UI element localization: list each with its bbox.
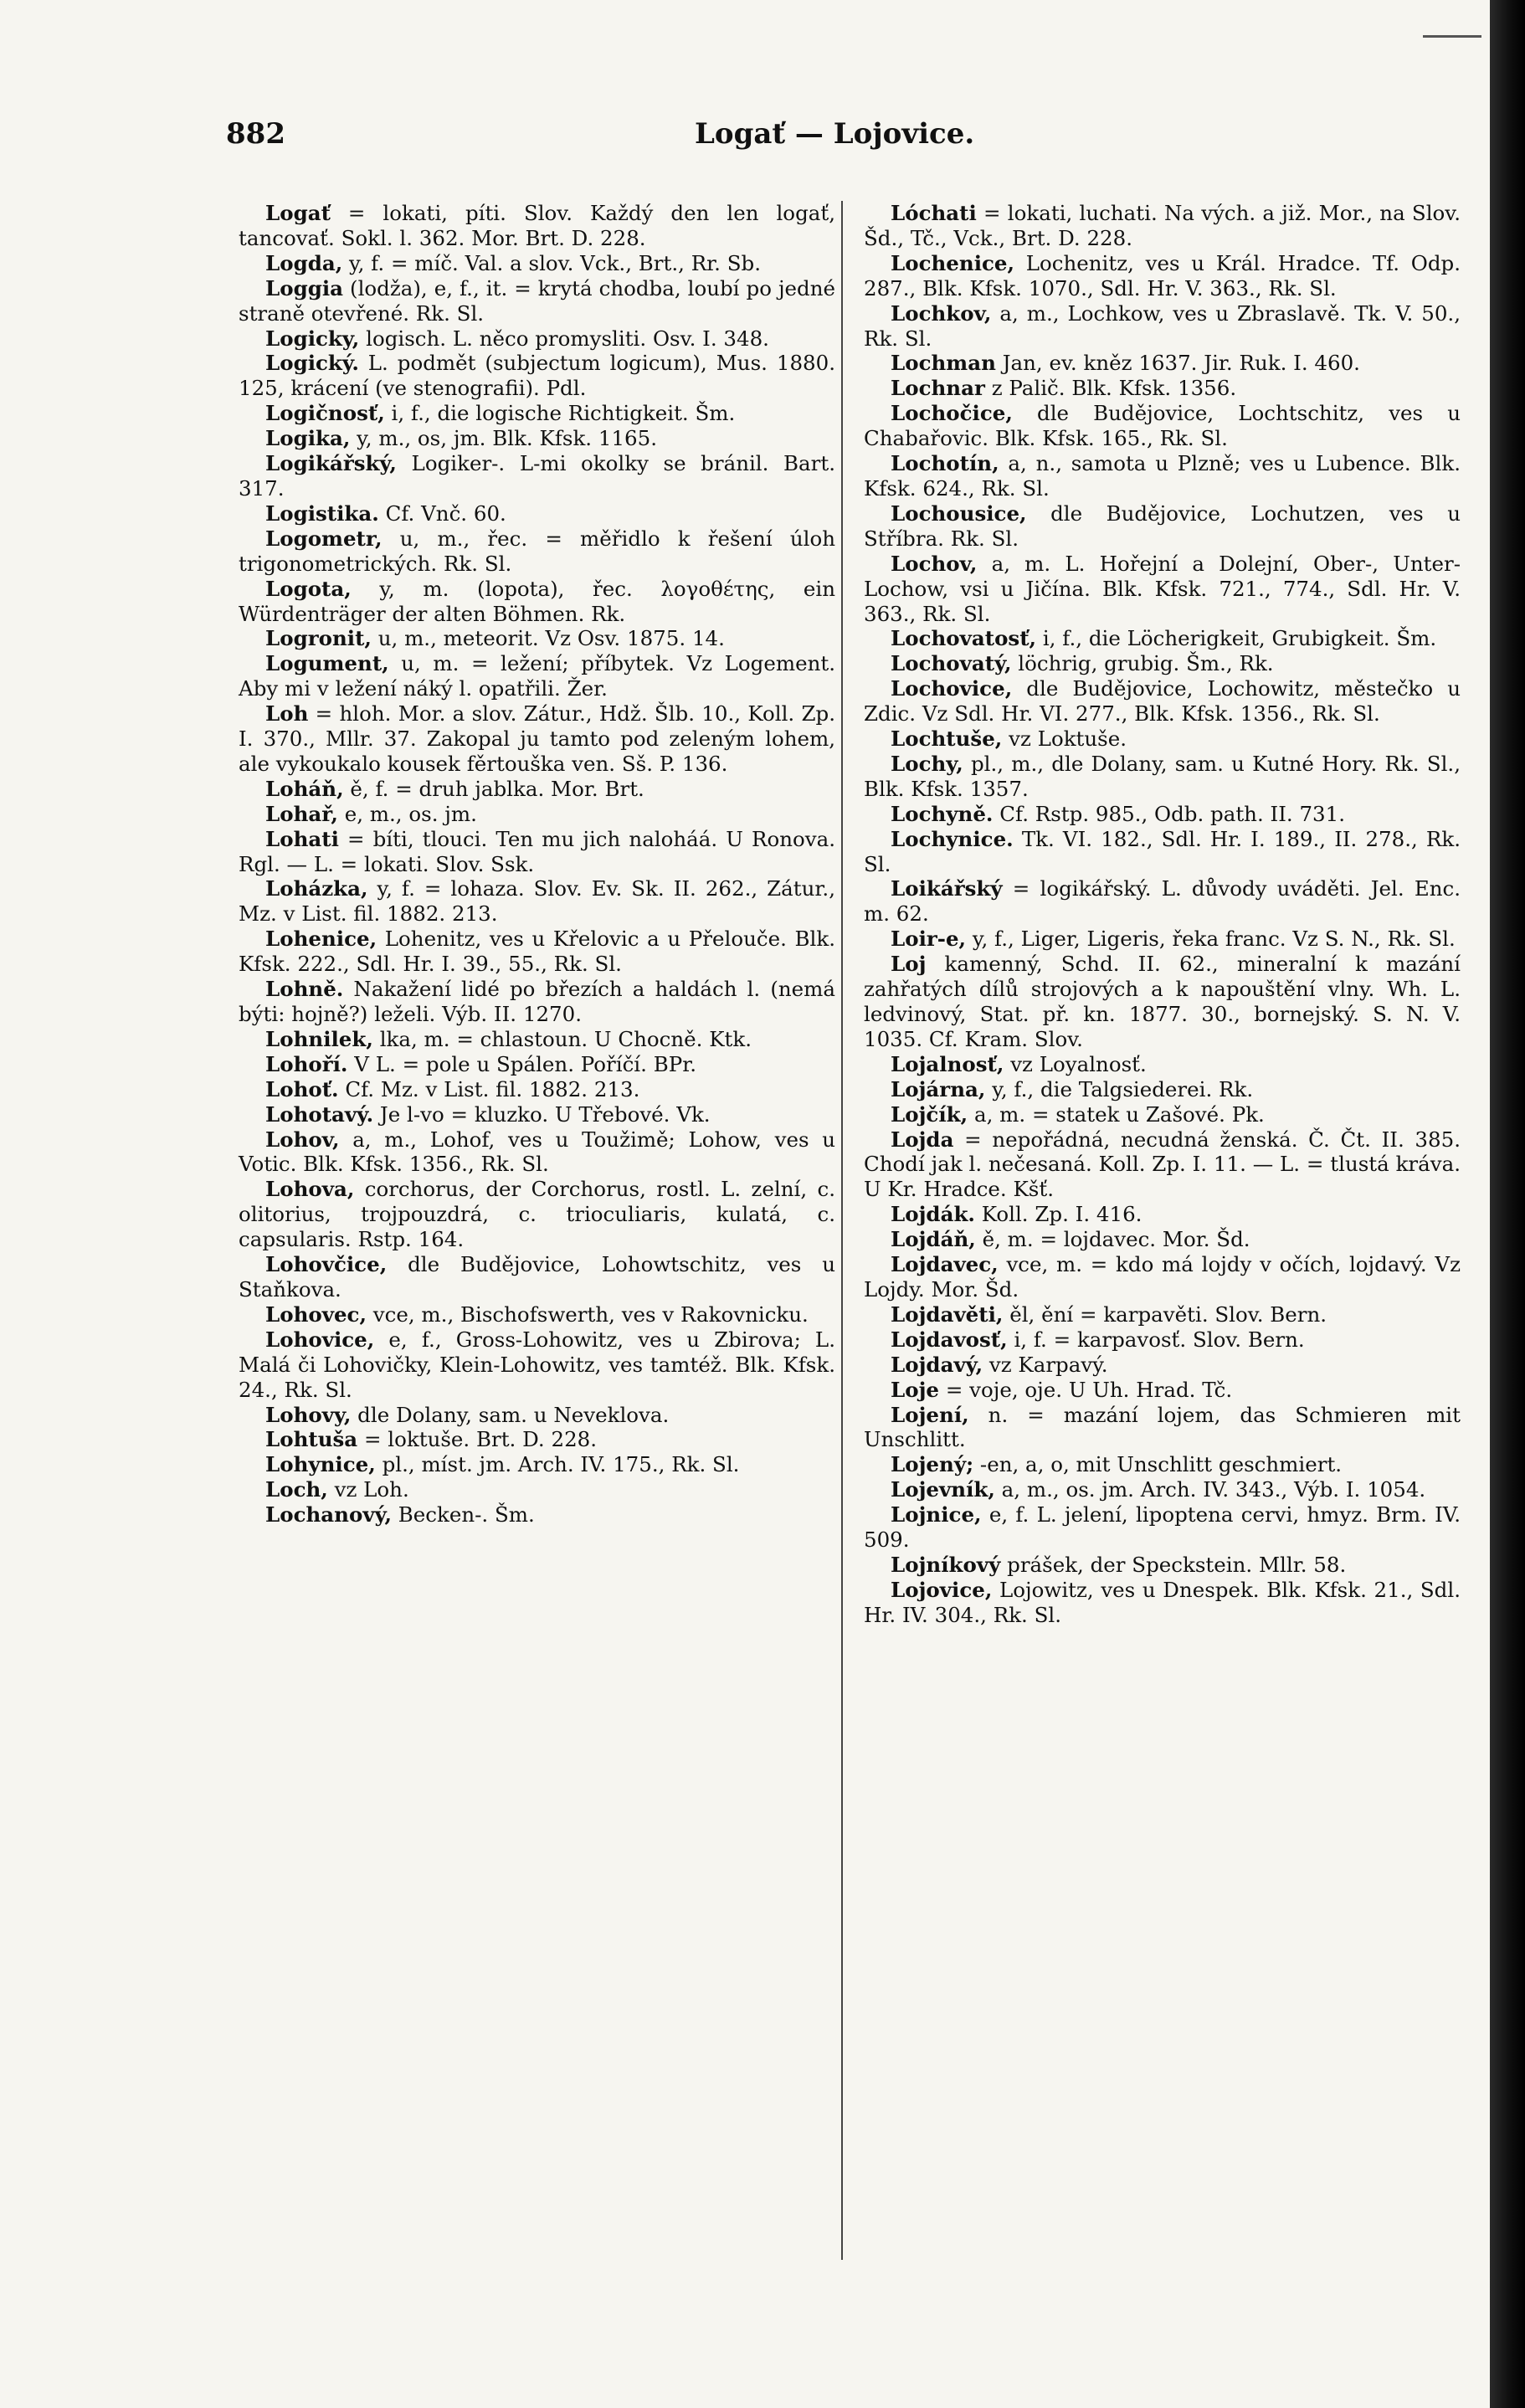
- entry-definition: = voje, oje. U Uh. Hrad. Tč.: [939, 1377, 1233, 1402]
- dictionary-entry: [239, 526, 835, 577]
- entry-definition: a, n., samota u Plzně; ves u Lubence. Blk. Kfsk. 624., Rk. Sl.: [864, 451, 1461, 501]
- dictionary-entry: [239, 251, 835, 276]
- dictionary-entry: [864, 1452, 1461, 1477]
- entry-definition: y, m. (lopota), řec. λογοθέτης, ein Würdenträger der alten Böhmen. Rk.: [239, 576, 835, 626]
- entry-headword: Lohovec,: [265, 1302, 367, 1327]
- dictionary-entry: [864, 552, 1461, 627]
- dictionary-entry: [864, 201, 1461, 251]
- dictionary-entry: [239, 1127, 835, 1178]
- dictionary-entry: [239, 451, 835, 501]
- entry-headword: Logument,: [265, 651, 389, 676]
- entry-headword: Lohotavý.: [265, 1101, 374, 1127]
- entry-headword: Lochovatý,: [891, 651, 1012, 676]
- entry-headword: Loházka,: [265, 876, 368, 901]
- entry-definition: pl., m., dle Dolany, sam. u Kutné Hory. Rk. Sl., Blk. Kfsk. 1357.: [864, 751, 1461, 801]
- entry-headword: Logický.: [265, 351, 359, 376]
- dictionary-entry: [239, 201, 835, 251]
- entry-headword: Loggia: [265, 275, 344, 300]
- entry-headword: Lochotín,: [891, 451, 999, 476]
- dictionary-entry: [239, 1302, 835, 1327]
- entry-definition: L. podmět (subjectum logicum), Mus. 1880. 125, krácení (ve stenografii). Pdl.: [239, 351, 835, 401]
- dictionary-entry: [864, 802, 1461, 827]
- entry-headword: Lojdavěti,: [891, 1302, 1004, 1327]
- entry-headword: Lochnar: [891, 376, 985, 401]
- dictionary-entry: [864, 1327, 1461, 1353]
- entry-definition: vz Loh.: [327, 1477, 409, 1502]
- entry-definition: Jan, ev. kněz 1637. Jir. Ruk. I. 460.: [995, 351, 1360, 376]
- entry-definition: y, f. = míč. Val. a slov. Vck., Brt., Rr. Sb.: [342, 250, 762, 275]
- entry-headword: Lohova,: [265, 1177, 355, 1202]
- entry-headword: Logikářský,: [265, 451, 397, 476]
- entry-definition: ě, m. = lojdavec. Mor. Šd.: [975, 1227, 1250, 1252]
- entry-headword: Lohov,: [265, 1127, 340, 1152]
- dictionary-entry: [239, 1027, 835, 1052]
- entry-definition: löchrig, grubig. Šm., Rk.: [1011, 651, 1274, 676]
- dictionary-entry: [239, 1452, 835, 1477]
- entry-definition: = nepořádná, necudná ženská. Č. Čt. II. 385. Chodí jak l. nečesaná. Koll. Zp. I. 11. — L. = tlustá kráva. U Kr. Hradce. Kšť.: [864, 1127, 1461, 1202]
- dictionary-entry: [864, 952, 1461, 1052]
- entry-definition: = bíti, tlouci. Ten mu jich naloháá. U Ronova. Rgl. — L. = lokati. Slov. Ssk.: [239, 826, 835, 876]
- dictionary-entry: [864, 676, 1461, 727]
- entry-definition: dle Dolany, sam. u Neveklova.: [351, 1402, 670, 1427]
- entry-headword: Lojnice,: [891, 1502, 982, 1527]
- dictionary-entry: [239, 351, 835, 401]
- entry-headword: Logistika.: [265, 501, 379, 526]
- entry-headword: Lochousice,: [891, 501, 1027, 526]
- dictionary-entry: [239, 701, 835, 777]
- entry-definition: lka, m. = chlastoun. U Chocně. Ktk.: [372, 1026, 752, 1051]
- dictionary-entry: [864, 376, 1461, 401]
- dictionary-entry: [239, 577, 835, 627]
- right-column: [864, 201, 1461, 1628]
- dictionary-entry: [864, 251, 1461, 301]
- dictionary-entry: [239, 827, 835, 877]
- dictionary-entry: [239, 1327, 835, 1403]
- entry-definition: vz Loktuše.: [1002, 727, 1127, 752]
- entry-definition: Koll. Zp. I. 416.: [974, 1202, 1142, 1227]
- entry-headword: Lohovčice,: [265, 1252, 388, 1277]
- entry-definition: -en, a, o, mit Unschlitt geschmiert.: [973, 1452, 1343, 1477]
- entry-headword: Lohenice,: [265, 927, 377, 952]
- dictionary-entry: [864, 1077, 1461, 1102]
- entry-definition: e, f. L. jelení, lipoptena cervi, hmyz. Brm. IV. 509.: [864, 1502, 1461, 1553]
- entry-headword: Logometr,: [265, 526, 383, 551]
- entry-headword: Loikářský: [891, 876, 1003, 901]
- entry-definition: dle Budějovice, Lochutzen, ves u Stříbra. Rk. Sl.: [864, 501, 1461, 551]
- entry-headword: Lojdavec,: [891, 1252, 999, 1277]
- entry-definition: = loktuše. Brt. D. 228.: [357, 1427, 598, 1452]
- entry-headword: Loch,: [265, 1477, 328, 1502]
- dictionary-entry: [864, 1502, 1461, 1553]
- entry-definition: y, f., die Talgsiederei. Rk.: [985, 1076, 1254, 1101]
- entry-headword: Lohovy,: [265, 1402, 352, 1427]
- entry-headword: Lochenice,: [891, 250, 1015, 275]
- entry-headword: Lohtuša: [265, 1427, 358, 1452]
- entry-headword: Lochman: [891, 351, 996, 376]
- entry-headword: Lohynice,: [265, 1452, 376, 1477]
- dictionary-entry: [864, 752, 1461, 802]
- page-number: 882: [226, 117, 285, 151]
- dictionary-entry: [864, 727, 1461, 752]
- entry-definition: a, m. L. Hořejní a Dolejní, Ober-, Unter-Lochow, vsi u Jičína. Blk. Kfsk. 721., 774., Sdl. Hr. V. 363., Rk. Sl.: [864, 551, 1461, 626]
- entry-headword: Lochočice,: [891, 401, 1013, 426]
- entry-definition: = logikářský. L. důvody uváděti. Jel. Enc. m. 62.: [864, 876, 1461, 927]
- entry-definition: Tk. VI. 182., Sdl. Hr. I. 189., II. 278., Rk. Sl.: [864, 826, 1461, 876]
- dictionary-entry: [239, 927, 835, 977]
- dictionary-entry: [864, 451, 1461, 501]
- entry-definition: y, f. = lohaza. Slov. Ev. Sk. II. 262., Zátur., Mz. v List. fil. 1882. 213.: [239, 876, 835, 927]
- entry-definition: Lochenitz, ves u Král. Hradce. Tf. Odp. 287., Blk. Kfsk. 1070., Sdl. Hr. V. 363., Rk. Sl.: [864, 250, 1461, 300]
- entry-definition: dle Budějovice, Lochowitz, městečko u Zdic. Vz Sdl. Hr. VI. 277., Blk. Kfsk. 1356., Rk. Sl.: [864, 676, 1461, 727]
- dictionary-entry: [864, 351, 1461, 376]
- dictionary-entry: [864, 626, 1461, 651]
- entry-definition: a, m., os. jm. Arch. IV. 343., Výb. I. 1054.: [994, 1477, 1426, 1502]
- entry-headword: Lojda: [891, 1127, 954, 1152]
- entry-definition: i, f., die Löcherigkeit, Grubigkeit. Šm.: [1036, 626, 1437, 651]
- entry-definition: u, m., meteorit. Vz Osv. 1875. 14.: [371, 626, 725, 651]
- entry-definition: e, f., Gross-Lohowitz, ves u Zbirova; L. Malá či Lohovičky, Klein-Lohowitz, ves tamtéž. Blk. Kfsk. 24., Rk. Sl.: [239, 1327, 835, 1402]
- dictionary-entry: [864, 1127, 1461, 1203]
- dictionary-entry: [864, 1378, 1461, 1403]
- entry-headword: Lochanový,: [265, 1502, 392, 1527]
- entry-headword: Lochovice,: [891, 676, 1013, 701]
- entry-headword: Lohoť.: [265, 1076, 339, 1101]
- entry-definition: Je l-vo = kluzko. U Třebové. Vk.: [373, 1101, 711, 1127]
- dictionary-entry: [239, 1102, 835, 1127]
- dictionary-entry: [239, 777, 835, 802]
- page-header: [226, 117, 1063, 159]
- entry-definition: i, f. = karpavosť. Slov. Bern.: [1007, 1327, 1305, 1352]
- entry-headword: Loir-e,: [891, 927, 967, 952]
- entry-headword: Lohati: [265, 826, 339, 851]
- entry-headword: Lojovice,: [891, 1577, 993, 1602]
- entry-headword: Lochynice.: [891, 826, 1014, 851]
- entry-definition: u, m., řec. = měřidlo k řešení úloh trigonometrických. Rk. Sl.: [239, 526, 835, 576]
- dictionary-entry: [864, 651, 1461, 676]
- entry-definition: = lokati, luchati. Na vých. a již. Mor., na Slov. Šd., Tč., Vck., Brt. D. 228.: [864, 201, 1461, 250]
- dictionary-entry: [239, 401, 835, 426]
- entry-headword: Logronit,: [265, 626, 372, 651]
- entry-definition: Lojowitz, ves u Dnespek. Blk. Kfsk. 21., Sdl. Hr. IV. 304., Rk. Sl.: [864, 1577, 1461, 1627]
- dictionary-entry: [864, 1302, 1461, 1327]
- entry-definition: = hloh. Mor. a slov. Zátur., Hdž. Šlb. 10., Koll. Zp. I. 370., Mllr. 37. Zakopal ju tamto pod zeleným lohem, ale vykoukalo kousek fěrtouška ven. Sš. P. 136.: [239, 701, 835, 776]
- dictionary-entry: [864, 927, 1461, 952]
- entry-headword: Logika,: [265, 426, 351, 451]
- entry-headword: Logota,: [265, 576, 352, 601]
- running-head: Logať — Lojovice.: [695, 117, 975, 151]
- entry-definition: a, m., Lochkow, ves u Zbraslavě. Tk. V. 50., Rk. Sl.: [864, 300, 1461, 351]
- dictionary-entry: [239, 326, 835, 352]
- entry-headword: Logičnosť,: [265, 401, 385, 426]
- entry-definition: dle Budějovice, Lochtschitz, ves u Chabařovic. Blk. Kfsk. 165., Rk. Sl.: [864, 401, 1461, 451]
- dictionary-entry: [864, 827, 1461, 877]
- entry-headword: Lochkov,: [891, 300, 992, 326]
- entry-headword: Lojdáň,: [891, 1227, 976, 1252]
- entry-headword: Loh: [265, 701, 309, 727]
- entry-headword: Lojalnosť,: [891, 1051, 1004, 1076]
- dictionary-entry: [239, 626, 835, 651]
- entry-definition: = lokati, píti. Slov. Každý den len logať, tancovať. Sokl. l. 362. Mor. Brt. D. 228.: [239, 201, 835, 250]
- entry-definition: logisch. L. něco promysliti. Osv. I. 348.: [359, 326, 769, 351]
- entry-headword: Loj: [891, 952, 927, 977]
- dictionary-entry: [239, 1403, 835, 1428]
- entry-definition: corchorus, der Corchorus, rostl. L. zelní, c. olitorius, trojpouzdrá, c. trioculiaris, kulatá, c. capsularis. Rstp. 164.: [239, 1177, 835, 1252]
- dictionary-entry: [239, 501, 835, 526]
- entry-definition: Becken-. Šm.: [391, 1502, 535, 1527]
- entry-headword: Lojníkový: [891, 1552, 1001, 1577]
- dictionary-entry: [239, 1077, 835, 1102]
- entry-headword: Lóchati: [891, 201, 977, 225]
- entry-headword: Loje: [891, 1377, 940, 1402]
- entry-definition: vce, m. = kdo má lojdy v očích, lojdavý. Vz Lojdy. Mor. Šd.: [864, 1252, 1461, 1302]
- entry-definition: y, m., os, jm. Blk. Kfsk. 1165.: [350, 426, 658, 451]
- dictionary-entry: [864, 1477, 1461, 1502]
- entry-definition: Lohenitz, ves u Křelovic a u Přelouče. Blk. Kfsk. 222., Sdl. Hr. I. 39., 55., Rk. Sl.: [239, 927, 835, 977]
- entry-headword: Lojdavosť,: [891, 1327, 1008, 1352]
- entry-headword: Lohovice,: [265, 1327, 375, 1352]
- entry-headword: Lohnilek,: [265, 1026, 373, 1051]
- dictionary-entry: [864, 1227, 1461, 1252]
- dictionary-entry: [239, 1252, 835, 1302]
- dictionary-entry: [864, 1578, 1461, 1628]
- scan-edge: [1490, 0, 1525, 2408]
- entry-headword: Logať: [265, 201, 331, 225]
- entry-definition: Nakažení lidé po březích a haldách l. (nemá býti: hojně?) leželi. Výb. II. 1270.: [239, 977, 835, 1026]
- dictionary-entry: [239, 977, 835, 1027]
- entry-headword: Lojčík,: [891, 1101, 968, 1127]
- entry-definition: prášek, der Speckstein. Mllr. 58.: [1000, 1552, 1347, 1577]
- entry-headword: Lohoří.: [265, 1051, 348, 1076]
- entry-definition: ě, f. = druh jablka. Mor. Brt.: [343, 776, 644, 801]
- dictionary-entry: [864, 1553, 1461, 1578]
- entry-definition: a, m., Lohof, ves u Toužimě; Lohow, ves u Votic. Blk. Kfsk. 1356., Rk. Sl.: [239, 1127, 835, 1177]
- entry-definition: dle Budějovice, Lohowtschitz, ves u Staňkova.: [239, 1252, 835, 1302]
- dictionary-entry: [239, 1502, 835, 1527]
- entry-definition: y, f., Liger, Ligeris, řeka franc. Vz S. N., Rk. Sl.: [966, 927, 1456, 952]
- entry-definition: V L. = pole u Spálen. Poříčí. BPr.: [347, 1051, 697, 1076]
- entry-definition: kamenný, Schd. II. 62., mineralní k mazání zahřatých dílů strojových a k napouštění vlny. Wh. L. ledvinový, Stat. př. kn. 1877. 30., bornejský. S. N. V. 1035. Cf. Kram. Slov.: [864, 952, 1461, 1051]
- entry-headword: Lojení,: [891, 1402, 969, 1427]
- entry-headword: Lojárna,: [891, 1076, 986, 1101]
- dictionary-entry: [864, 301, 1461, 352]
- dictionary-entry: [864, 1353, 1461, 1378]
- dictionary-entry: [864, 1202, 1461, 1227]
- entry-definition: Cf. Mz. v List. fil. 1882. 213.: [338, 1076, 640, 1101]
- dictionary-entry: [864, 876, 1461, 927]
- dictionary-entry: [864, 401, 1461, 451]
- dictionary-entry: [239, 276, 835, 326]
- entry-definition: vz Karpavý.: [983, 1352, 1108, 1377]
- entry-definition: ěl, ění = karpavěti. Slov. Bern.: [1003, 1302, 1327, 1327]
- entry-definition: Cf. Rstp. 985., Odb. path. II. 731.: [993, 801, 1346, 826]
- entry-headword: Lochovatosť,: [891, 626, 1037, 651]
- entry-headword: Lochy,: [891, 751, 963, 776]
- dictionary-entry: [864, 501, 1461, 552]
- entry-headword: Logda,: [265, 250, 343, 275]
- entry-definition: pl., míst. jm. Arch. IV. 175., Rk. Sl.: [375, 1452, 740, 1477]
- dictionary-entry: [864, 1052, 1461, 1077]
- dictionary-entry: [239, 651, 835, 701]
- entry-headword: Lojdák.: [891, 1202, 975, 1227]
- entry-definition: e, m., os. jm.: [337, 801, 477, 826]
- entry-definition: vce, m., Bischofswerth, ves v Rakovnicku.: [367, 1302, 809, 1327]
- entry-definition: Logiker-. L-mi okolky se bránil. Bart. 317.: [239, 451, 835, 501]
- dictionary-entry: [239, 1177, 835, 1252]
- entry-headword: Lohař,: [265, 801, 338, 826]
- scan-corner-mark: [1423, 12, 1481, 38]
- entry-headword: Logicky,: [265, 326, 360, 351]
- entry-definition: Cf. Vnč. 60.: [378, 501, 506, 526]
- dictionary-entry: [864, 1102, 1461, 1127]
- entry-definition: (lodža), e, f., it. = krytá chodba, loubí po jedné straně otevřené. Rk. Sl.: [239, 275, 835, 326]
- dictionary-entry: [864, 1403, 1461, 1453]
- dictionary-entry: [239, 1427, 835, 1452]
- entry-definition: i, f., die logische Richtigkeit. Šm.: [384, 401, 736, 426]
- entry-definition: vz Loyalnosť.: [1004, 1051, 1147, 1076]
- entry-headword: Lochyně.: [891, 801, 994, 826]
- entry-headword: Lochtuše,: [891, 727, 1003, 752]
- entry-definition: a, m. = statek u Zašové. Pk.: [968, 1101, 1265, 1127]
- dictionary-entry: [239, 802, 835, 827]
- left-column: [239, 201, 835, 1527]
- entry-headword: Lohně.: [265, 977, 344, 1002]
- entry-definition: u, m. = ležení; příbytek. Vz Logement. Aby mi v ležení náký l. opatřili. Žer.: [239, 651, 835, 701]
- dictionary-entry: [239, 876, 835, 927]
- column-divider: [841, 201, 843, 2260]
- entry-headword: Lojdavý,: [891, 1352, 983, 1377]
- dictionary-entry: [864, 1252, 1461, 1302]
- dictionary-entry: [239, 1052, 835, 1077]
- entry-headword: Lojevník,: [891, 1477, 995, 1502]
- entry-definition: n. = mazání lojem, das Schmieren mit Unschlitt.: [864, 1402, 1461, 1452]
- entry-headword: Lojený;: [891, 1452, 974, 1477]
- dictionary-entry: [239, 426, 835, 451]
- entry-definition: z Palič. Blk. Kfsk. 1356.: [984, 376, 1237, 401]
- dictionary-entry: [239, 1477, 835, 1502]
- entry-headword: Loháň,: [265, 776, 344, 801]
- entry-headword: Lochov,: [891, 551, 978, 576]
